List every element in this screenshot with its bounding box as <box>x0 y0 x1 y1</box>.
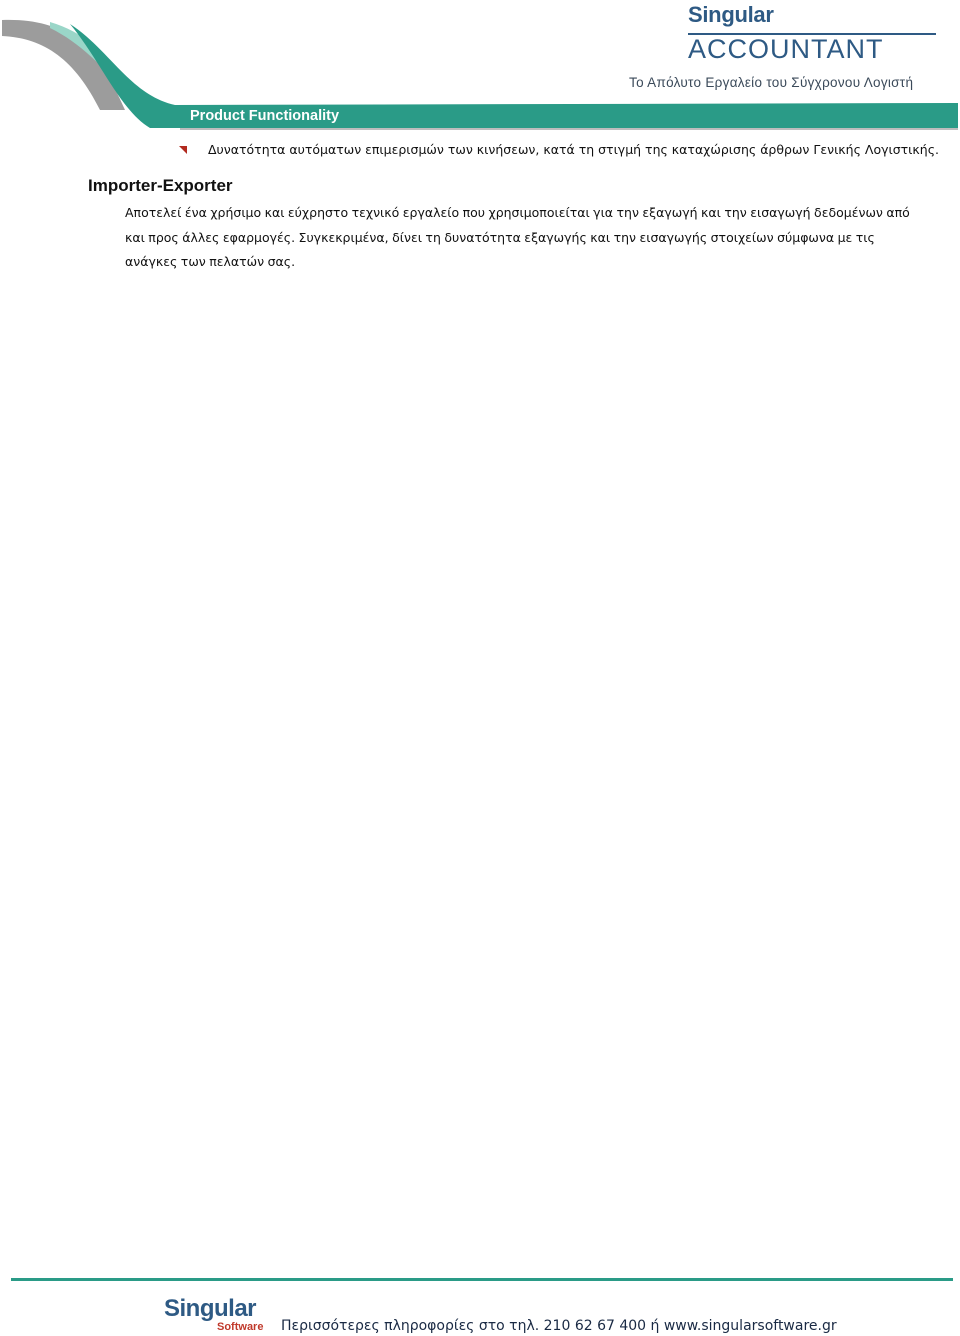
footer-divider <box>11 1278 953 1281</box>
footer-contact-info: Περισσότερες πληροφορίες στο τηλ. 210 62 67 400 ή www.singularsoftware.gr <box>281 1318 837 1334</box>
brand-name: Singular <box>688 2 774 27</box>
section-paragraph: Αποτελεί ένα χρήσιμο και εύχρηστο τεχνικό εργαλείο που χρησιμοποιείται για την εξαγωγή και την εισαγωγή δεδομένων από και προς άλλες εφαρμογές. Συγκεκριμένα, δίνει τη δυνατότητα εξαγωγής και την εισαγωγής στοιχείων σύμφωνα με τις ανάγκες των πελατών σας. <box>125 205 910 269</box>
section-banner-title: Product Functionality <box>190 108 340 124</box>
brand-tagline: Το Απόλυτο Εργαλείο του Σύγχρονου Λογιστή <box>629 75 914 90</box>
header-swoosh-graphic <box>0 0 960 135</box>
product-name: ACCOUNTANT <box>688 34 884 64</box>
footer-logo-name: Singular <box>164 1295 257 1322</box>
gray-underline <box>180 128 958 130</box>
bullet-triangle-icon <box>179 146 187 154</box>
footer-logo-subtitle: Software <box>217 1321 264 1333</box>
bullet-text: Δυνατότητα αυτόματων επιμερισμών των κινήσεων, κατά τη στιγμή της καταχώρισης άρθρων Γενικής Λογιστικής. <box>208 142 940 157</box>
section-title: Importer-Exporter <box>88 176 233 195</box>
